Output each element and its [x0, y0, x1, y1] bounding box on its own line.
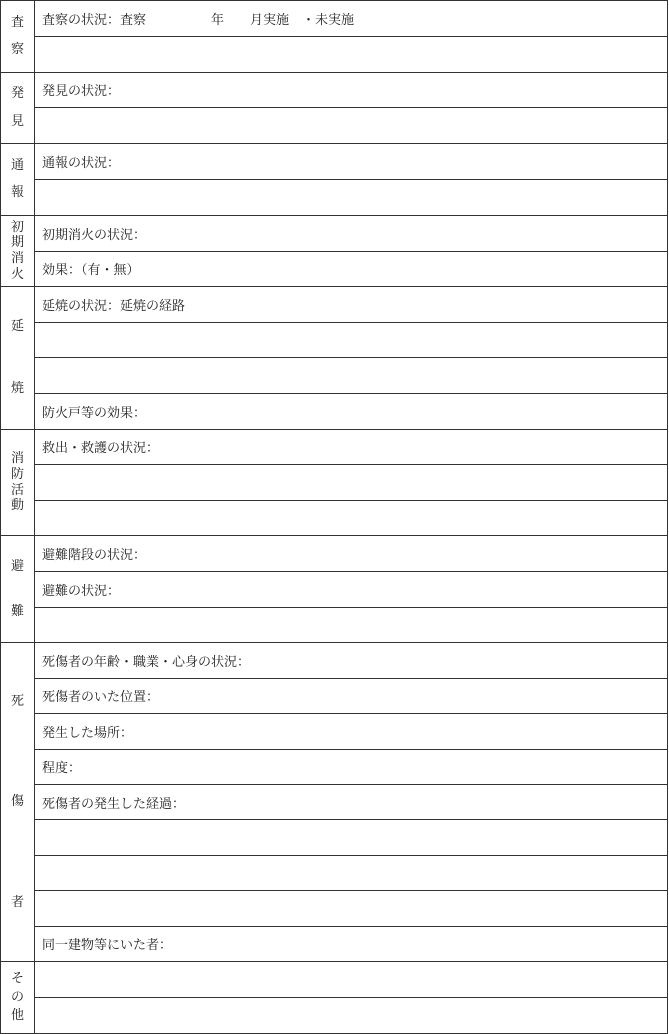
section-label-char: 報 — [10, 185, 24, 201]
blank-entry-line[interactable] — [35, 997, 668, 1033]
field-label: 効果：（有・無） — [35, 251, 668, 287]
section-label-text — [1, 73, 34, 144]
section-label-text — [1, 287, 34, 428]
section-label-char: 死 — [10, 693, 24, 709]
form-body — [1, 1, 668, 1034]
blank-entry-line[interactable] — [35, 108, 668, 144]
field-label: 程度： — [35, 749, 668, 784]
section-label — [1, 144, 35, 216]
form-row — [1, 72, 668, 108]
section-label-text — [1, 144, 34, 215]
section-label — [1, 429, 35, 536]
section-label-text — [1, 643, 34, 961]
section-label — [1, 643, 35, 962]
form-row — [1, 500, 668, 536]
blank-entry-line[interactable] — [35, 179, 668, 215]
section-label-char: 査 — [10, 14, 24, 30]
section-label-char: 発 — [10, 86, 24, 102]
form-row — [1, 1, 668, 37]
form-row — [1, 108, 668, 144]
blank-entry-line[interactable] — [35, 891, 668, 926]
section-label-text — [1, 1, 34, 72]
section-label-text — [1, 536, 34, 642]
field-label: 避難の状況： — [35, 572, 668, 608]
section-label-char: 避 — [10, 559, 24, 575]
section-label-char: 延 — [10, 318, 24, 334]
field-label: 死傷者のいた位置： — [35, 678, 668, 713]
form-row — [1, 287, 668, 323]
form-row — [1, 749, 668, 784]
section-label-char: 消 — [10, 451, 24, 467]
form-row — [1, 572, 668, 608]
section-label-char: 通 — [10, 158, 24, 174]
blank-entry-line[interactable] — [35, 36, 668, 72]
form-row — [1, 962, 668, 998]
field-label: 死傷者の年齢・職業・心身の状況： — [35, 643, 668, 678]
field-label: 救出・救護の状況： — [35, 429, 668, 465]
form-row — [1, 215, 668, 251]
form-row — [1, 820, 668, 855]
form-row — [1, 997, 668, 1033]
form-row — [1, 251, 668, 287]
section-label — [1, 1, 35, 73]
field-label: 通報の状況： — [35, 144, 668, 180]
form-row — [1, 179, 668, 215]
form-row — [1, 144, 668, 180]
section-label — [1, 536, 35, 643]
field-label: 延焼の状況：延焼の経路 — [35, 287, 668, 323]
section-label-char: 難 — [10, 604, 24, 620]
section-label-text — [1, 216, 34, 287]
section-label-char: 初 — [10, 219, 24, 235]
form-row — [1, 322, 668, 358]
field-label: 発生した場所： — [35, 714, 668, 749]
section-label-char: 者 — [10, 894, 24, 910]
form-row — [1, 394, 668, 430]
section-label — [1, 962, 35, 1034]
form-row — [1, 855, 668, 890]
field-label: 査察の状況：査察 年 月実施 ・未実施 — [35, 1, 668, 37]
field-label: 死傷者の発生した経過： — [35, 784, 668, 819]
blank-entry-line[interactable] — [35, 962, 668, 998]
form-row — [1, 784, 668, 819]
section-label-char: 動 — [10, 498, 24, 514]
blank-entry-line[interactable] — [35, 322, 668, 358]
blank-entry-line[interactable] — [35, 820, 668, 855]
form-row — [1, 36, 668, 72]
form-row — [1, 536, 668, 572]
section-label-char: 察 — [10, 42, 24, 58]
form-row — [1, 643, 668, 678]
section-label — [1, 72, 35, 144]
form-row — [1, 714, 668, 749]
field-label: 防火戸等の効果： — [35, 394, 668, 430]
section-label-char: そ — [10, 971, 24, 987]
field-label: 発見の状況： — [35, 72, 668, 108]
form-row — [1, 607, 668, 643]
form-row — [1, 465, 668, 501]
section-label-text — [1, 430, 34, 536]
form-row — [1, 678, 668, 713]
blank-entry-line[interactable] — [35, 607, 668, 643]
section-label-char: 活 — [10, 482, 24, 498]
field-label: 避難階段の状況： — [35, 536, 668, 572]
field-label: 初期消火の状況： — [35, 215, 668, 251]
section-label-char: 期 — [10, 235, 24, 251]
section-label-char: 見 — [10, 113, 24, 129]
section-label-char: の — [10, 989, 24, 1005]
blank-entry-line[interactable] — [35, 358, 668, 394]
section-label-char: 焼 — [10, 381, 24, 397]
form-row — [1, 926, 668, 961]
section-label-char: 消 — [10, 251, 24, 267]
section-label-char: 傷 — [10, 794, 24, 810]
blank-entry-line[interactable] — [35, 500, 668, 536]
blank-entry-line[interactable] — [35, 855, 668, 890]
form-row — [1, 358, 668, 394]
section-label — [1, 215, 35, 287]
blank-entry-line[interactable] — [35, 465, 668, 501]
field-label: 同一建物等にいた者： — [35, 926, 668, 961]
section-label-char: 火 — [10, 266, 24, 282]
form-row — [1, 429, 668, 465]
section-label-char: 他 — [10, 1007, 24, 1023]
section-label-text — [1, 962, 34, 1033]
section-label-char: 防 — [10, 466, 24, 482]
form-row — [1, 891, 668, 926]
section-label — [1, 287, 35, 429]
